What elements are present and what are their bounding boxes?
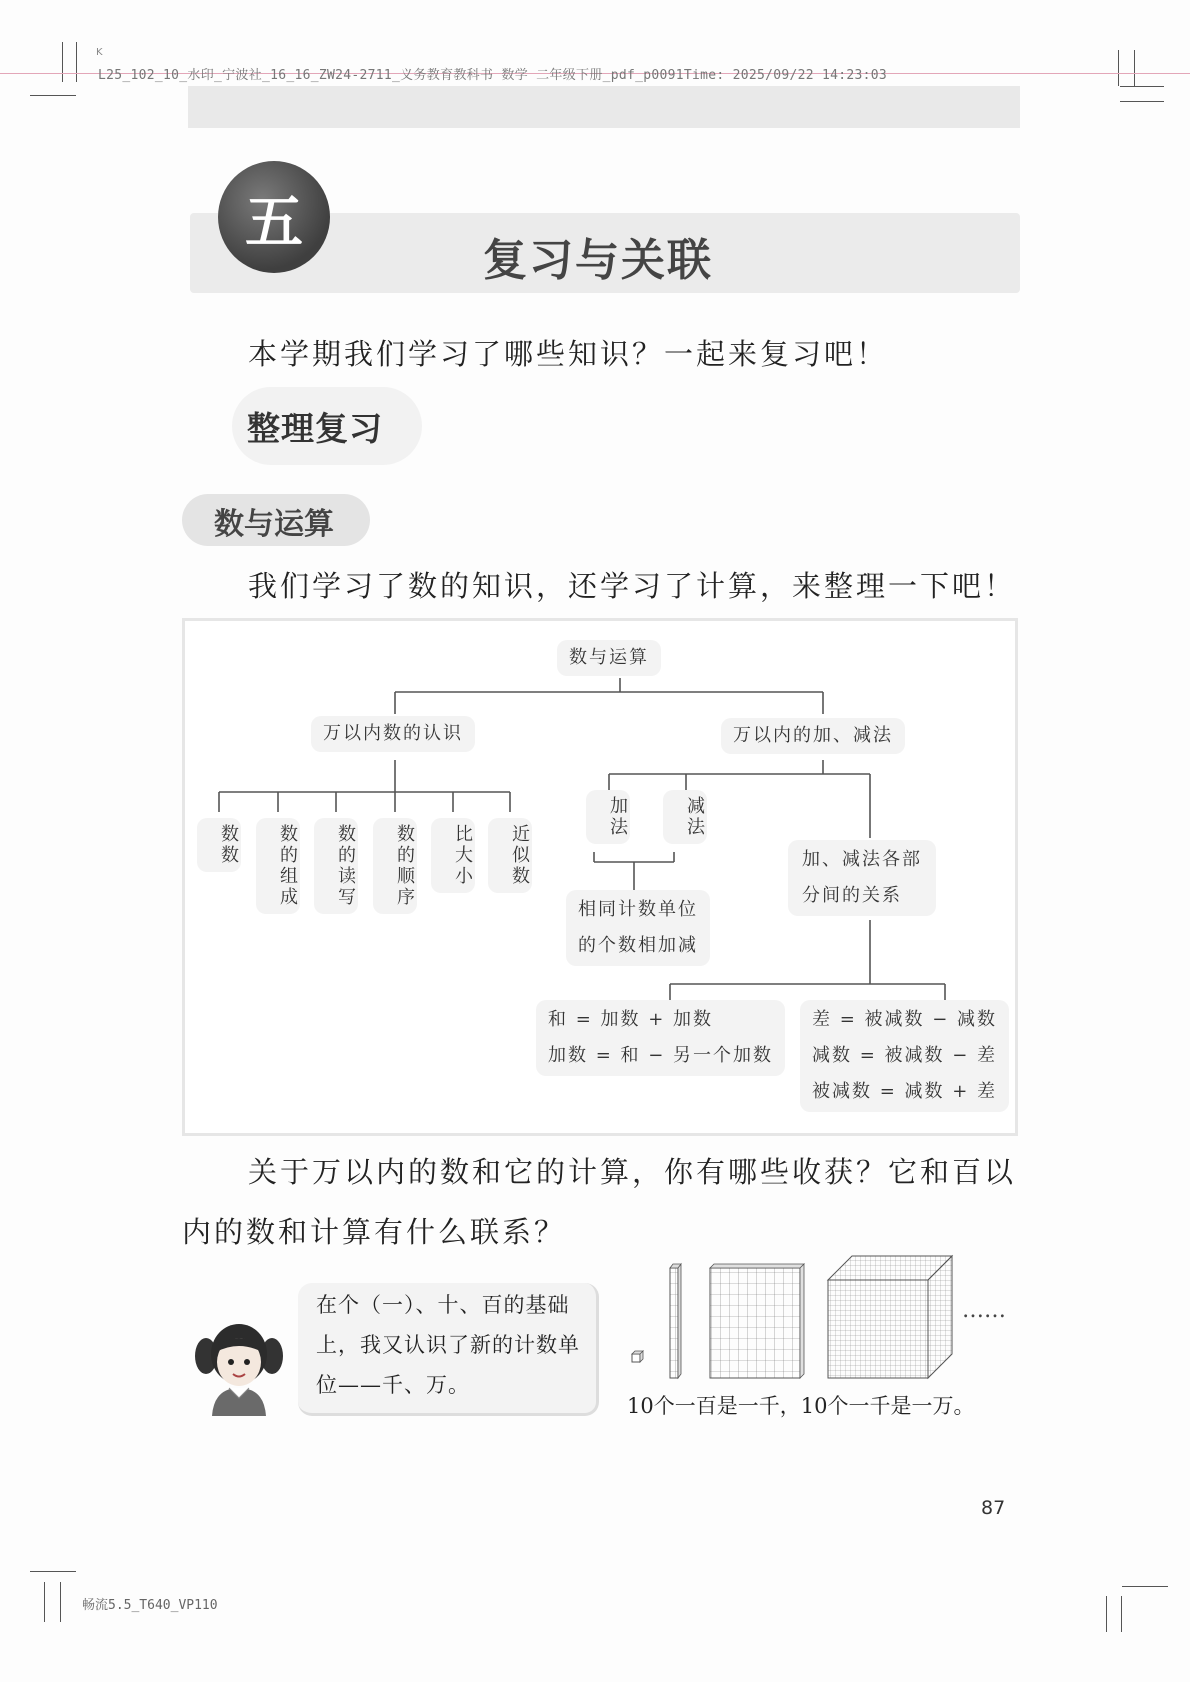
node-relations-line: 加、减法各部 (802, 849, 922, 870)
chapter-title: 复习与关联 (483, 235, 713, 286)
formula-line: 和 = 加数 + 加数 (548, 1009, 714, 1030)
subsection-intro: 我们学习了数的知识，还学习了计算，来整理一下吧！ (248, 569, 1017, 603)
ellipsis: …… (962, 1298, 1006, 1323)
page-number: 87 (981, 1497, 1006, 1519)
question-line-1: 关于万以内的数和它的计算，你有哪些收获？它和百以 (248, 1155, 1017, 1189)
node-subtraction: 减法 (663, 790, 707, 844)
unit-cube (632, 1351, 643, 1362)
node-common-rule (566, 890, 710, 966)
node-counting: 数数 (197, 818, 241, 872)
node-common-rule-line: 相同计数单位 (578, 899, 698, 920)
node-relations (788, 840, 936, 916)
print-header: L25_102_10_水印_宁波社_16_16_ZW24-2711_义务教育教科书 数学 二年级下册_pdf_p0091Time: 2025/09/22 14:23:03 (98, 68, 888, 83)
node-order: 数的顺序 (373, 818, 417, 914)
node-add-subtract: 万以内的加、减法 (721, 718, 905, 754)
node-read-write: 数的读写 (314, 818, 358, 914)
speech-bubble-text: 在个（一）、十、百的基础上，我又认识了新的计数单位——千、万。 (316, 1293, 580, 1397)
node-composition: 数的组成 (256, 818, 300, 914)
node-number-recognition: 万以内数的认识 (311, 716, 475, 752)
node-relations-line: 分间的关系 (802, 885, 902, 906)
chapter-number-badge: 五 (218, 161, 330, 273)
node-addition-formulas (536, 1000, 785, 1076)
thousand-cube (828, 1256, 952, 1378)
node-approximate: 近似数 (488, 818, 532, 893)
place-value-blocks (630, 1250, 960, 1382)
ten-rod (670, 1264, 681, 1378)
formula-line: 被减数 = 减数 + 差 (812, 1081, 998, 1102)
hundred-flat (710, 1264, 804, 1378)
node-subtraction-formulas (800, 1000, 1009, 1112)
girl-illustration (194, 1316, 284, 1416)
node-root: 数与运算 (557, 640, 661, 676)
question-line-2: 内的数和计算有什么联系？ (182, 1215, 567, 1249)
node-compare: 比大小 (431, 818, 475, 893)
subsection-title: 数与运算 (214, 507, 334, 542)
formula-line: 加数 = 和 − 另一个加数 (548, 1045, 774, 1066)
node-addition: 加法 (586, 790, 630, 844)
blocks-caption: 10个一百是一千，10个一千是一万。 (627, 1394, 975, 1418)
print-footer: 畅流5.5_T640_VP110 (82, 1598, 218, 1613)
corner-mark: K (96, 47, 103, 58)
node-common-rule-line: 的个数相加减 (578, 935, 698, 956)
formula-line: 差 = 被减数 − 减数 (812, 1009, 998, 1030)
intro-text: 本学期我们学习了哪些知识？一起来复习吧！ (248, 337, 889, 371)
formula-line: 减数 = 被减数 − 差 (812, 1045, 998, 1066)
section-title: 整理复习 (247, 409, 383, 448)
